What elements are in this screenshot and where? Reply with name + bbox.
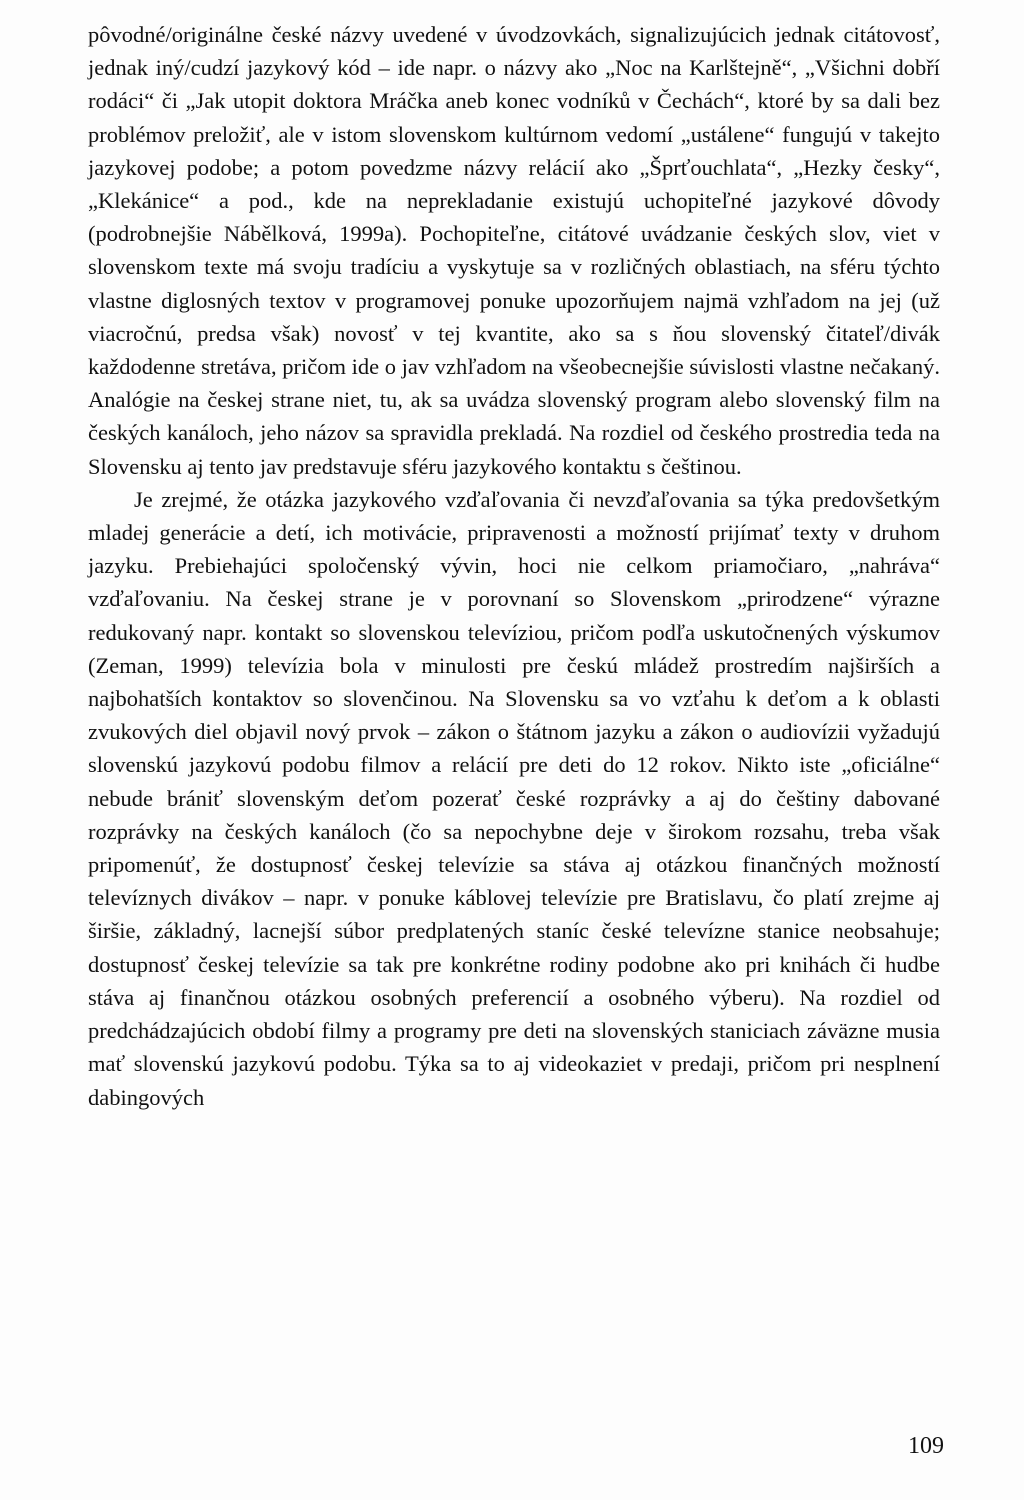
paragraph-1: pôvodné/originálne české názvy uvedené v úvodzovkách, signalizujúcich jednak citátovosť, jednak iný/cudzí jazykový kód – ide napr. o názvy ako „Noc na Karlštejně“, „Všichni dobří rodáci“ či „Jak utopit doktora Mráčka aneb konec vodníků v Čechách“, ktoré by sa dali bez problémov preložiť, ale v istom slovenskom kultúrnom vedomí „ustálene“ fungujú v takejto jazykovej podobe; a potom povedzme názvy relácií ako „Šprťouchlata“, „Hezky česky“, „Klekánice“ a pod., kde na neprekladanie existujú uchopiteľné jazykové dôvody (podrobnejšie Nábělková, 1999a). Pochopiteľne, citátové uvádzanie českých slov, viet v slovenskom texte má svoju tradíciu a vyskytuje sa v rozličných oblastiach, na sféru týchto vlastne diglosných textov v programovej ponuke upozorňujem najmä vzhľadom na jej (už viacročnú, predsa však) novosť v tej kvantite, ako sa s ňou slovenský čitateľ/divák každodenne stretáva, pričom ide o jav vzhľadom na všeobecnejšie súvislosti vlastne nečakaný. Analógie na českej strane niet, tu, ak sa uvádza slovenský program alebo slovenský film na českých kanáloch, jeho názov sa spravidla prekladá. Na rozdiel od českého prostredia teda na Slovensku aj tento jav predstavuje sféru jazykového kontaktu s češtinou.	[88, 22, 940, 479]
paragraph-2: Je zrejmé, že otázka jazykového vzďaľovania či nevzďaľovania sa týka predovšetkým mladej generácie a detí, ich motivácie, pripravenosti a možností prijímať texty v druhom jazyku. Prebiehajúci spoločenský vývin, hoci nie celkom priamočiaro, „nahráva“ vzďaľovaniu. Na českej strane je v porovnaní so Slovenskom „prirodzene“ výrazne redukovaný napr. kontakt so slovenskou televíziou, pričom podľa uskutočnených výskumov (Zeman, 1999) televízia bola v minulosti pre českú mládež prostredím najširších a najbohatších kontaktov so slovenčinou. Na Slovensku sa vo vzťahu k deťom a k oblasti zvukových diel objavil nový prvok – zákon o štátnom jazyku a zákon o audiovízii vyžadujú slovenskú jazykovú podobu filmov a relácií pre deti do 12 rokov. Nikto iste „oficiálne“ nebude brániť slovenským deťom pozerať české rozprávky a aj do češtiny dabované rozprávky na českých kanáloch (čo sa nepochybne deje v širokom rozsahu, treba však pripomenúť, že dostupnosť českej televízie sa stáva aj otázkou finančných možností televíznych divákov – napr. v ponuke káblovej televízie pre Bratislavu, čo platí zrejme aj širšie, základný, lacnejší súbor predplatených staníc české televízne stanice neobsahuje; dostupnosť českej televízie sa tak pre konkrétne rodiny podobne ako pri knihách či hudbe stáva aj finančnou otázkou osobných preferencií a osobného výberu). Na rozdiel od predchádzajúcich období filmy a programy pre deti na slovenských staniciach záväzne musia mať slovenskú jazykovú podobu. Týka sa to aj videokaziet v predaji, pričom pri nesplnení dabingových	[88, 486, 940, 1110]
body-text	[88, 18, 940, 1114]
page-number: 109	[908, 1433, 944, 1459]
